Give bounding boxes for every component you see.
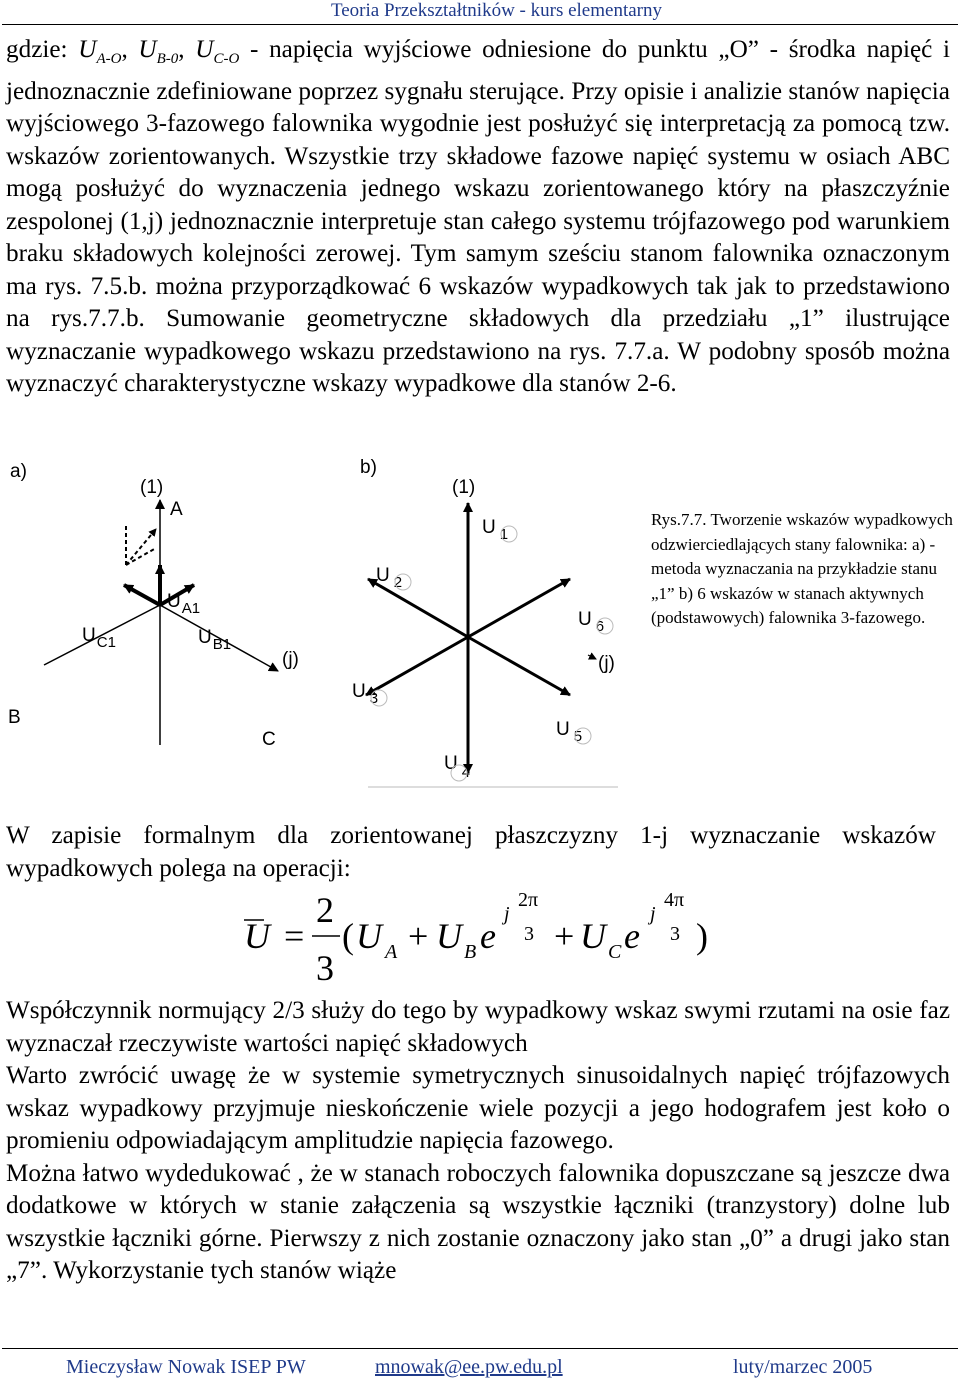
eq-ua: U [356,916,382,956]
eq-ua-sub: A [385,941,398,963]
intro-ua: U [78,36,97,63]
panel-a-label: a) [10,461,27,482]
eq-e2: e [624,916,640,956]
intro-sep1: , [121,36,139,63]
panel-b-axis-j [588,655,596,659]
eq-uc-sub: C [608,941,622,963]
eq-exp1-den: 3 [524,923,534,945]
panel-a-dashed-2 [126,548,156,565]
paragraph-formal: W zapisie formalnym dla zorientowanej płaszczyzny 1-j wyznaczanie wskazów wypadkowych polega na operacji: [6,822,936,882]
intro-ua-sub: A-O [96,51,122,68]
eq-ub-sub: B [464,941,477,963]
paragraph-intro [6,34,950,401]
equation-svg [240,880,740,990]
eq-exp2-num: 4π [664,889,685,911]
intro-sep2: , [178,36,196,63]
paragraph-body: Współczynnik normujący 2/3 służy do tego by wypadkowy wskaz swymi rzutami na osie faz wyznaczał rzeczywiste wartości napięć składowych Warto zwrócić uwagę że w systemie symetrycznych sinusoidalnych napięć trójfazowych wskaz wypadkowy przyjmuje nieskończenie wiele pozycji a jego hodografem jest koło o promieniu odpowiadającym amplitudzie napięcia fazowego. Można łatwo wydedukować , że w stanach roboczych falownika dopuszczane są jeszcze dwa dodatkowe w których w stanie załączenia są wszystkie łączniki (tranzystory) dolne lub wszystkie łączniki górne. Pierwszy z nich zostanie oznaczony jako stan „0” a drugi jako stan „7”. Wykorzystanie tych stanów wiąże [6,997,950,1284]
panel-a-u-b1: $U_{B1}$ [198,627,232,653]
footer-date: luty/marzec 2005 [733,1356,873,1378]
panel-a-u-c1: $U_{C1}$ [82,625,116,651]
panel-a-resultant [126,529,156,565]
panel-a-u-a1: $U_{A1}$ [167,591,201,617]
figure-caption: Rys.7.7. Tworzenie wskazów wypadkowych odzwierciedlających stany falownika: a) -metoda wyznaczania na przykładzie stanu „1” b) 6 wskazów w stanach aktywnych (podstawowych) falownika 3-fazowego. [651,510,953,627]
panel-a-axis-j-label: (j) [282,649,299,670]
panel-b-vector-u5 [468,637,570,695]
panel-b-vector-u3 [366,637,468,695]
intro-text: - napięcia wyjściowe odniesione do punktu „O” - środka napięć i jednoznacznie zdefiniowane poprzez sygnału sterujące. Przy opisie i analizie stanów napięcia wyjściowego 3-fazowego falownika wygodnie jest posłużyć się interpretacją za pomocą tzw. wskazów zorientowanych. Wszystkie trzy składowe fazowe napięć systemu w osiach ABC mogą posłużyć do wyznaczenia jednego wskazu zorientowanego który na płaszczyźnie zespolonej (1,j) jednoznacznie interpretuje stan całego systemu trójfazowego pod warunkiem braku składowych kolejności zerowej. Tym samym sześciu stanom falownika oznaczonym ma rys. 7.5.b. można przyporządkować 6 wskazów wypadkowych tak jak to przedstawiono na rys.7.7.b. Sumowanie geometryczne składowych dla przedziału „1” ilustrujące wyznaczanie wypadkowego wskazu przedstawiono na rys. 7.7.a. W podobny sposób można wyznaczyć charakterystyczne wskazy wypadkowe dla stanów 2-6. [6,36,950,398]
panel-a-phase-a: A [170,499,183,520]
panel-b-label-u6: U $_6$ [578,609,605,635]
intro-prefix: gdzie: [6,36,79,63]
panel-b-label-u5: U $_5$ [556,719,583,745]
intro-uc-sub: C-O [213,51,240,68]
footer-author: Mieczysław Nowak ISEP PW [66,1356,306,1378]
header-title: Teoria Przekształtników - kurs elementarny [330,0,662,21]
intro-ub: U [138,36,157,63]
eq-num: 2 [316,890,334,930]
eq-plus2: + [554,916,575,956]
panel-b-axis-j-label: (j) [598,653,615,674]
footer-rule [2,1348,958,1349]
eq-exp2-j: j [650,903,656,925]
panel-b-label: b) [360,457,377,478]
eq-e1: e [480,916,496,956]
intro-ub-sub: B-0 [156,51,179,68]
eq-open: ( [342,916,354,956]
panel-a-phase-b: B [8,707,21,728]
phasor-equation [240,880,740,990]
panel-b-label-u3: U $_3$ [352,681,379,707]
panel-b-axis-1-label: (1) [452,477,476,498]
panel-b-label-u1: U $_1$ [482,517,509,543]
panel-b-vector-u2 [368,579,468,637]
panel-b-label-u4: U $_4$ [444,753,471,781]
intro-uc: U [195,36,214,63]
eq-plus1: + [408,916,429,956]
panel-a-vector-uc1 [124,585,160,605]
panel-b-vector-u6 [468,579,570,637]
eq-exp1-j: j [504,903,510,925]
eq-den: 3 [316,948,334,988]
footer-email-link[interactable]: mnowak@ee.pw.edu.pl [375,1356,563,1378]
panel-b-label-u2: U $_2$ [376,565,403,591]
eq-exp2-den: 3 [670,923,680,945]
eq-equals: = [284,916,305,956]
eq-uc: U [580,916,606,956]
panel-a-phase-c: C [262,729,276,750]
panel-a-axis-1-label: (1) [140,477,164,498]
eq-ub: U [436,916,462,956]
header-rule [2,24,958,25]
page-header [0,0,960,22]
eq-close: ) [696,916,708,956]
eq-exp1-num: 2π [518,889,539,911]
eq-lhs: U [244,916,270,956]
